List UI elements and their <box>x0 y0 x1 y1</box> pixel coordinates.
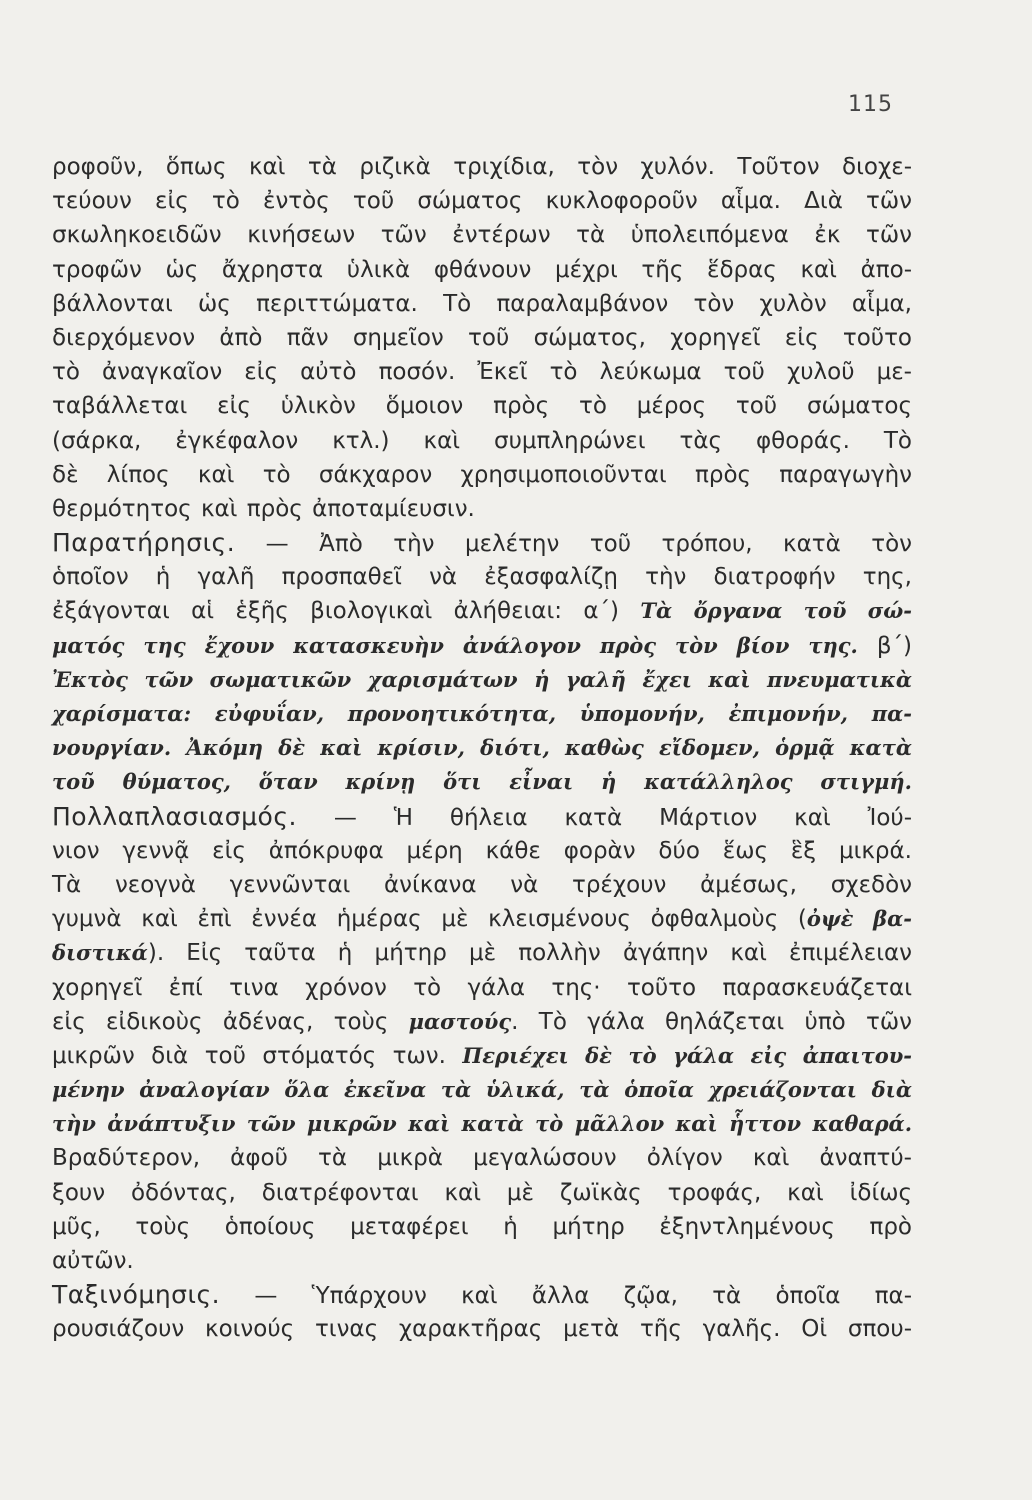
text-run: τὸ ἀναγκαῖον εἰς αὐτὸ ποσόν. Ἐκεῖ τὸ λεύκωμα τοῦ χυλοῦ με- <box>52 359 912 386</box>
page-number: 115 <box>848 92 893 117</box>
text-line <box>52 150 912 184</box>
text-run: σκωληκοειδῶν κινήσεων τῶν ἐντέρων τὰ ὑπολειπόμενα ἐκ τῶν <box>52 222 912 249</box>
body-text <box>52 150 912 1347</box>
text-line <box>52 389 912 423</box>
text-line <box>52 184 912 218</box>
text-run: Τὰ νεογνὰ γεννῶνται ἀνίκανα νὰ τρέχουν ἀμέσως, σχεδὸν <box>52 871 912 898</box>
text-line <box>52 492 912 526</box>
text-run: γυμνὰ καὶ ἐπὶ ἐννέα ἡμέρας μὲ κλεισμένους ὀφθαλμοὺς ( <box>52 906 807 933</box>
text-line <box>52 629 912 663</box>
text-line <box>52 526 912 560</box>
text-run: ταβάλλεται εἰς ὑλικὸν ὅμοιον πρὸς τὸ μέρος τοῦ σώματος <box>52 393 912 420</box>
text-run: μῦς, τοὺς ὁποίους μεταφέρει ἡ μήτηρ ἐξηντλημένους πρὸ <box>52 1213 912 1240</box>
text-line <box>52 253 912 287</box>
text-line <box>52 663 912 697</box>
text-run: ροφοῦν, ὅπως καὶ τὰ ριζικὰ τριχίδια, τὸν χυλόν. Τοῦτον διοχε- <box>52 154 912 180</box>
text-line <box>52 1073 912 1107</box>
text-line <box>52 458 912 492</box>
text-line <box>52 834 912 868</box>
text-run: — Ἡ θήλεια κατὰ Μάρτιον καὶ Ἰού- <box>296 804 912 831</box>
text-run: διερχόμενον ἀπὸ πᾶν σημεῖον τοῦ σώματος, χορηγεῖ εἰς τοῦτο <box>52 324 912 351</box>
text-run: (σάρκα, ἐγκέφαλον κτλ.) καὶ συμπληρώνει τὰς φθοράς. Τὸ <box>52 427 912 454</box>
text-line <box>52 1244 912 1278</box>
emphasis-text: τοῦ θύματος, ὅταν κρίνῃ ὅτι εἶναι ἡ κατάλληλος στιγμή. <box>52 769 912 795</box>
text-run: νιον γεννᾷ εἰς ἀπόκρυφα μέρη κάθε φορὰν δύο ἕως ἓξ μικρά. <box>52 837 912 864</box>
text-run: χορηγεῖ ἐπί τινα χρόνον τὸ γάλα της· τοῦτο παρασκευάζεται <box>52 974 912 1001</box>
text-line <box>52 1141 912 1175</box>
text-run: β´) <box>857 632 912 659</box>
emphasis-text: μένην ἀναλογίαν ὅλα ἐκεῖνα τὰ ὑλικά, τὰ ὁποῖα χρειάζονται διὰ <box>52 1077 912 1103</box>
emphasis-text: ὀψὲ βα- <box>806 906 912 932</box>
text-run: εἰς εἰδικοὺς ἀδένας, τοὺς <box>52 1008 409 1035</box>
text-line <box>52 902 912 936</box>
text-line <box>52 697 912 731</box>
emphasis-text: Περιέχει δὲ τὸ γάλα εἰς ἀπαιτου- <box>462 1042 912 1068</box>
text-run: ἐξάγονται αἱ ἑξῆς βιολογικαὶ ἀλήθειαι: α´) <box>52 598 641 625</box>
text-line <box>52 1312 912 1346</box>
text-run: αὐτῶν. <box>52 1248 134 1274</box>
section-heading: Πολλαπλασιασμός. <box>52 801 297 831</box>
text-line <box>52 765 912 799</box>
text-line <box>52 1039 912 1073</box>
text-run: ξουν ὀδόντας, διατρέφονται καὶ μὲ ζωϊκὰς τροφάς, καὶ ἰδίως <box>52 1179 912 1206</box>
text-run: . Τὸ γάλα θηλάζεται ὑπὸ τῶν <box>511 1008 913 1035</box>
text-run: τεύουν εἰς τὸ ἐντὸς τοῦ σώματος κυκλοφοροῦν αἷμα. Διὰ τῶν <box>52 188 912 215</box>
text-run: Βραδύτερον, ἀφοῦ τὰ μικρὰ μεγαλώσουν ὀλίγον καὶ ἀναπτύ- <box>52 1145 912 1172</box>
emphasis-text: χαρίσματα: εὐφυΐαν, προνοητικότητα, ὑπομονήν, ἐπιμονήν, πα- <box>52 701 912 726</box>
text-line <box>52 424 912 458</box>
text-line <box>52 1210 912 1244</box>
text-line <box>52 800 912 834</box>
text-run: βάλλονται ὡς περιττώματα. Τὸ παραλαμβάνον τὸν χυλὸν αἷμα, <box>52 290 912 317</box>
emphasis-text: ματός της ἔχουν κατασκευὴν ἀνάλογον πρὸς τὸν βίον της. <box>52 632 858 658</box>
emphasis-text: τὴν ἀνάπτυξιν τῶν μικρῶν καὶ κατὰ τὸ μᾶλλον καὶ ἧττον καθαρά. <box>52 1111 912 1137</box>
text-run: ὁποῖον ἡ γαλῆ προσπαθεῖ νὰ ἐξασφαλίζῃ τὴν διατροφήν της, <box>52 564 912 591</box>
text-line <box>52 321 912 355</box>
text-run: δὲ λίπος καὶ τὸ σάκχαρον χρησιμοποιοῦνται πρὸς παραγωγὴν <box>52 461 912 488</box>
text-line <box>52 355 912 389</box>
text-line <box>52 594 912 628</box>
text-line <box>52 1176 912 1210</box>
text-run: τροφῶν ὡς ἄχρηστα ὑλικὰ φθάνουν μέχρι τῆς ἕδρας καὶ ἀπο- <box>52 256 912 283</box>
text-line <box>52 1278 912 1312</box>
text-line <box>52 731 912 765</box>
text-line <box>52 1107 912 1141</box>
text-run: — Ἀπὸ τὴν μελέτην τοῦ τρόπου, κατὰ τὸν <box>235 531 912 558</box>
text-run: μικρῶν διὰ τοῦ στόματός των. <box>52 1042 463 1069</box>
text-run: ρουσιάζουν κοινούς τινας χαρακτῆρας μετὰ τῆς γαλῆς. Οἱ σπου- <box>52 1316 912 1343</box>
emphasis-text: νουργίαν. Ἀκόμη δὲ καὶ κρίσιν, διότι, καθὼς εἴδομεν, ὁρμᾷ κατὰ <box>52 735 912 761</box>
emphasis-text: Ἐκτὸς τῶν σωματικῶν χαρισμάτων ἡ γαλῆ ἔχει καὶ πνευματικὰ <box>52 666 912 692</box>
text-line <box>52 936 912 970</box>
text-line <box>52 218 912 252</box>
emphasis-text: μαστούς <box>408 1008 512 1034</box>
text-line <box>52 560 912 594</box>
section-heading: Παρατήρησις. <box>52 528 236 558</box>
text-line <box>52 287 912 321</box>
section-heading: Ταξινόμησις. <box>52 1280 221 1310</box>
text-line <box>52 1005 912 1039</box>
text-line <box>52 868 912 902</box>
text-run: θερμότητος καὶ πρὸς ἀποταμίευσιν. <box>52 495 475 522</box>
text-line <box>52 971 912 1005</box>
text-run: — Ὑπάρχουν καὶ ἄλλα ζῷα, τὰ ὁποῖα πα- <box>220 1283 912 1310</box>
text-run: ). Εἰς ταῦτα ἡ μήτηρ μὲ πολλὴν ἀγάπην καὶ ἐπιμέλειαν <box>147 940 912 967</box>
emphasis-text: Τὰ ὄργανα τοῦ σώ- <box>640 598 912 624</box>
emphasis-text: διστικά <box>52 940 148 966</box>
